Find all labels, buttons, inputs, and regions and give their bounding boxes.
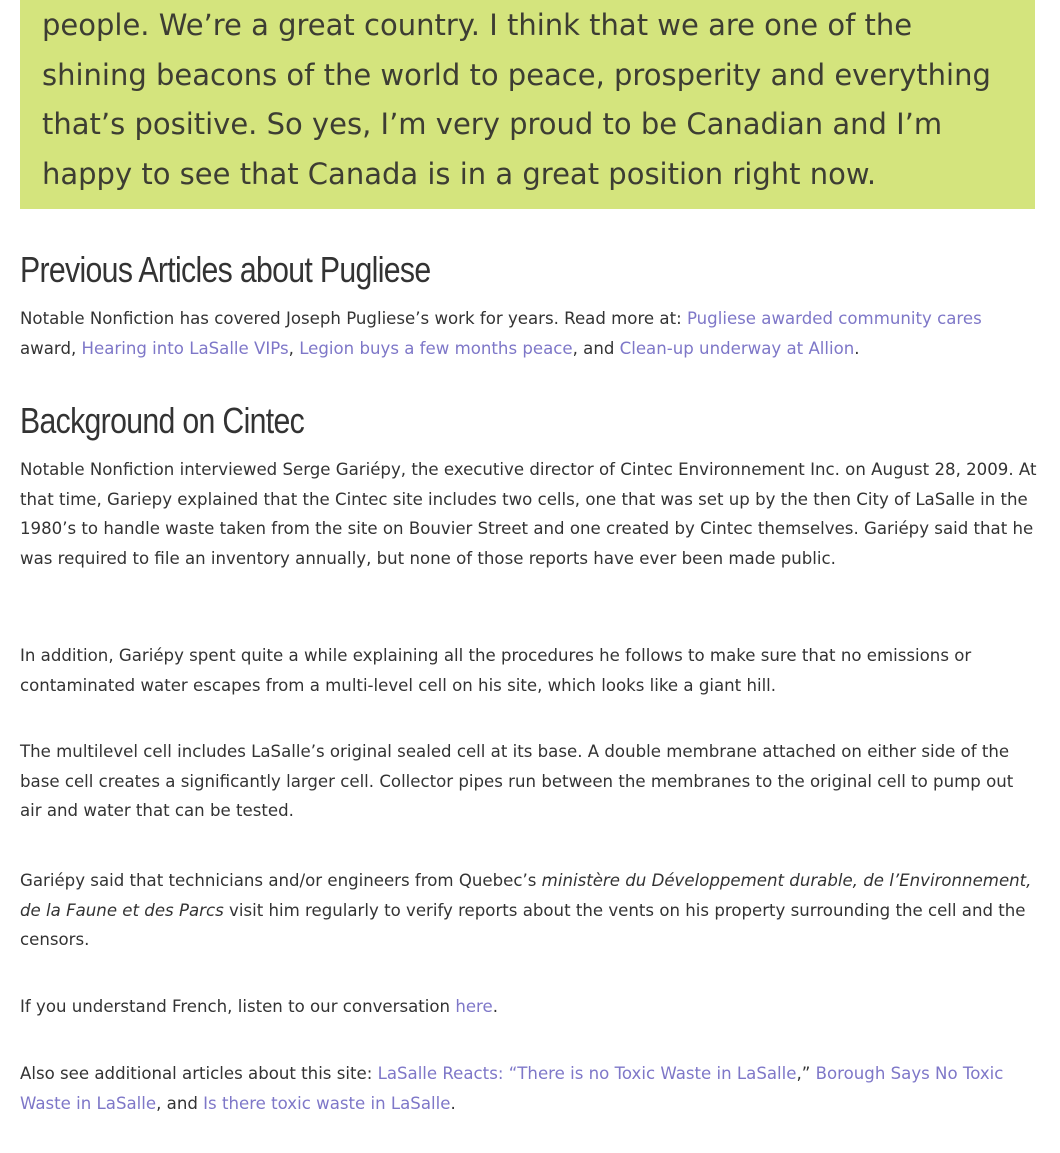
quote-line: happy to see that Canada is in a great position right now. <box>42 156 877 191</box>
quote-line: people. We’re a great country. I think that we are one of the <box>42 8 913 42</box>
text: , and <box>156 1093 204 1113</box>
quote-text <box>42 0 1013 199</box>
background-paragraph-2: In addition, Gariépy spent quite a while explaining all the procedures he follows to make sure that no emissions or contaminated water escapes from a multi-level cell on his site, which looks like a giant hill. <box>20 646 972 695</box>
ministry-name: ministère du Développement durable, de l’Environnement, de la Faune et des Parcs <box>20 871 1032 920</box>
text: . <box>450 1093 456 1113</box>
text: visit him regularly to verify reports about the vents on his property surrounding the cell and the censors. <box>20 900 1026 950</box>
link-lasalle-reacts[interactable]: LaSalle Reacts: “There is no Toxic Waste in LaSalle <box>377 1064 797 1083</box>
background-paragraph-6 <box>20 1059 1040 1118</box>
background-paragraph-3: The multilevel cell includes LaSalle’s original sealed cell at its base. A double membrane attached on either side of the base cell creates a significantly larger cell. Collector pipes run between the membranes to the original cell to pump out air and water that can be tested. <box>20 742 1014 821</box>
link-conversation-here[interactable]: here <box>455 997 493 1016</box>
link-pugliese-award[interactable]: Pugliese awarded community cares <box>686 309 982 328</box>
quote-line: that’s positive. So yes, I’m very proud to be Canadian and I’m <box>42 107 943 141</box>
background-paragraph-4 <box>20 866 1040 955</box>
link-legion-buys-peace[interactable]: Legion buys a few months peace <box>299 338 573 358</box>
text: . <box>492 997 499 1016</box>
background-paragraph-5 <box>20 992 1040 1022</box>
link-hearing-lasalle-vips[interactable]: Hearing into LaSalle VIPs <box>81 338 289 358</box>
link-cleanup-allion[interactable]: Clean-up underway at Allion <box>619 338 855 358</box>
link-borough-says-no-toxic-waste[interactable]: Borough Says No Toxic Waste in LaSalle <box>20 1064 1004 1113</box>
background-paragraph-1: Notable Nonfiction interviewed Serge Gariépy, the executive director of Cintec Environnement Inc. on August 28, 2009. At that time, Gariepy explained that the Cintec site includes two cells, one that was set up by the then City of LaSalle in the 1980’s to handle waste taken from the site on Bouvier Street and one created by Cintec themselves. Gariépy said that he was required to file an inventory annually, but none of those reports have ever been made public. <box>20 460 1037 568</box>
text: award, <box>20 338 82 358</box>
text: If you understand French, listen to our conversation <box>20 997 456 1016</box>
text: Also see additional articles about this site: <box>20 1064 378 1083</box>
previous-intro: Notable Nonfiction has covered Joseph Pugliese’s work for years. Read more at: <box>20 309 687 328</box>
quote-line: shining beacons of the world to peace, prosperity and everything <box>42 57 991 92</box>
text: Gariépy said that technicians and/or engineers from Quebec’s <box>20 871 542 890</box>
text: , <box>288 338 300 358</box>
previous-articles-heading: Previous Articles about Pugliese <box>20 249 431 290</box>
previous-articles-paragraph <box>20 304 1040 363</box>
text: . <box>854 338 860 358</box>
link-is-there-toxic-waste[interactable]: Is there toxic waste in LaSalle <box>203 1093 451 1113</box>
pull-quote <box>20 0 1035 209</box>
text: , and <box>572 338 620 358</box>
background-cintec-heading: Background on Cintec <box>20 400 305 441</box>
text: ,” <box>796 1064 816 1083</box>
